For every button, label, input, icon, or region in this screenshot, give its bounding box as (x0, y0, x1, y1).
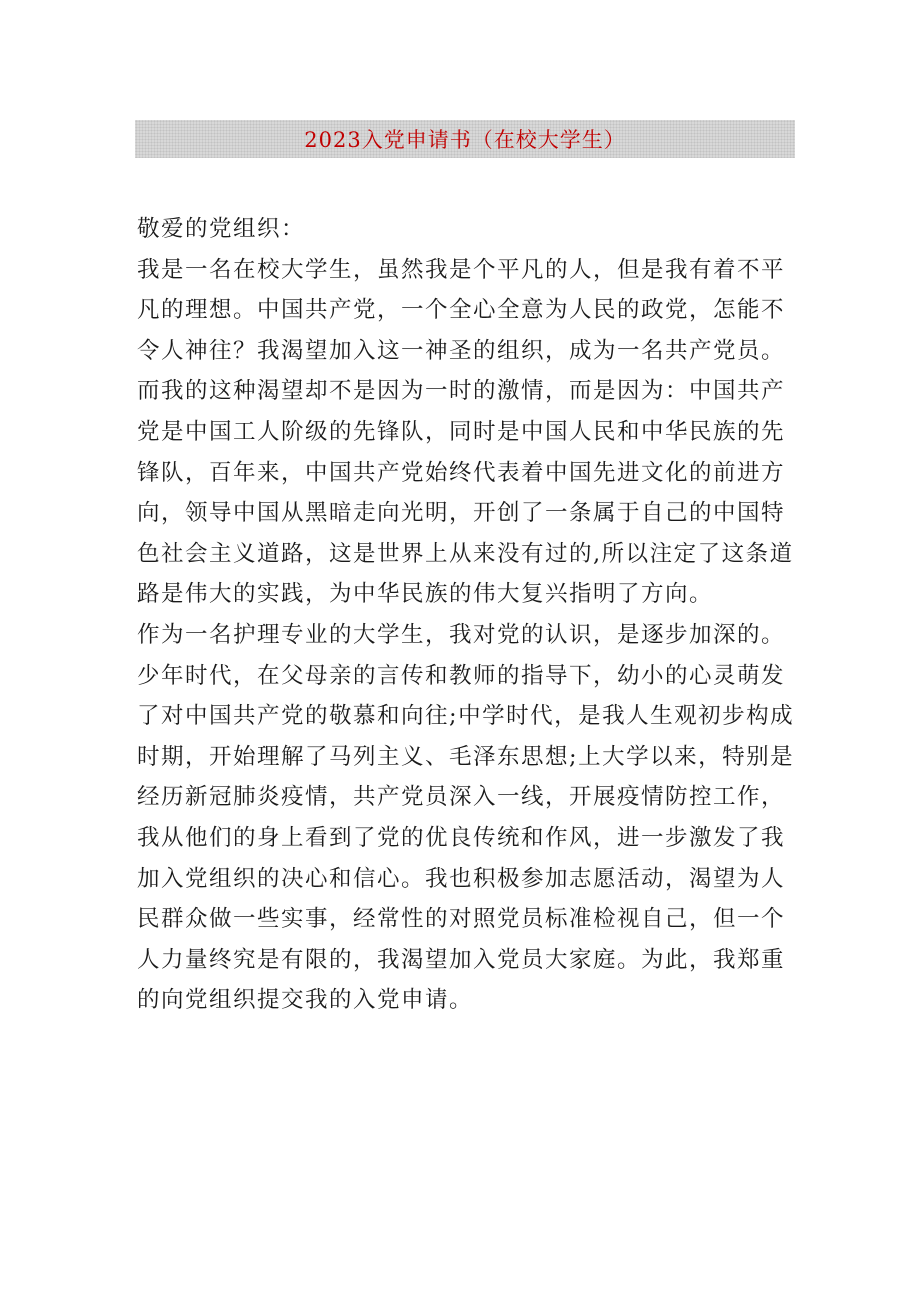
title-banner (135, 120, 795, 158)
salutation: 敬爱的党组织： (137, 216, 306, 242)
document-body (137, 209, 797, 1021)
paragraph-1: 我是一名在校大学生，虽然我是个平凡的人，但是我有着不平凡的理想。中国共产党，一个全心全意为人民的政党，怎能不令人神往？我渴望加入这一神圣的组织，成为一名共产党员。而我的这种渴望却不是因为一时的激情，而是因为：中国共产党是中国工人阶级的先锋队，同时是中国人民和中华民族的先锋队，百年来，中国共产党始终代表着中国先进文化的前进方向，领导中国从黑暗走向光明，开创了一条属于自己的中国特色社会主义道路，这是世界上从来没有过的,所以注定了这条道路是伟大的实践，为中华民族的伟大复兴指明了方向。 (137, 256, 794, 608)
paragraph-2: 作为一名护理专业的大学生，我对党的认识，是逐步加深的。少年时代，在父母亲的言传和教师的指导下，幼小的心灵萌发了对中国共产党的敬慕和向往;中学时代，是我人生观初步构成时期，开始理解了马列主义、毛泽东思想;上大学以来，特别是经历新冠肺炎疫情，共产党员深入一线，开展疫情防控工作，我从他们的身上看到了党的优良传统和作风，进一步激发了我加入党组织的决心和信心。我也积极参加志愿活动，渴望为人民群众做一些实事，经常性的对照党员标准检视自己，但一个人力量终究是有限的，我渴望加入党员大家庭。为此，我郑重的向党组织提交我的入党申请。 (137, 621, 795, 1014)
document-title: 2023入党申请书（在校大学生） (304, 128, 626, 152)
